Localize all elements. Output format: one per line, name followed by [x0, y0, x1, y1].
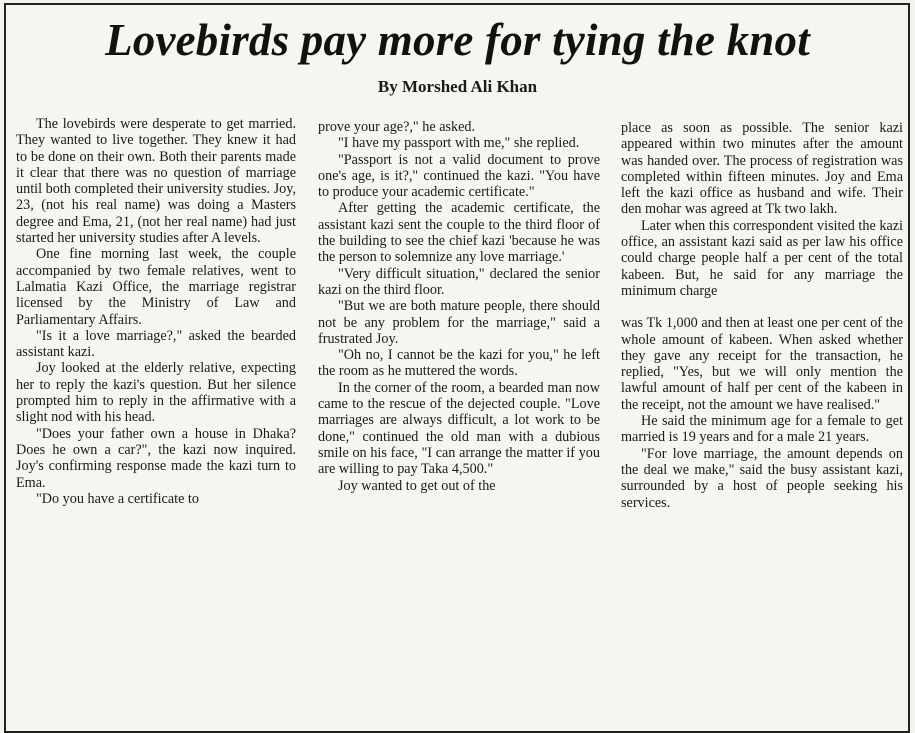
paragraph: He said the minimum age for a female to get married is 19 years and for a male 21 years. [621, 413, 903, 446]
paragraph: "Oh no, I cannot be the kazi for you," he left the room as he muttered the words. [318, 347, 600, 380]
paragraph: "Is it a love marriage?," asked the bearded assistant kazi. [16, 327, 296, 361]
paragraph: Joy wanted to get out of the [338, 477, 496, 494]
paragraph: "For love marriage, the amount depends on the deal we make," said the busy assistant kazi, surrounded by a host of people seeking his services. [621, 445, 903, 511]
article-column-2 [318, 119, 600, 730]
paragraph: place as soon as possible. The senior kazi appeared within two minutes after the amount was handed over. The process of registration was completed within fifteen minutes. Joy and Ema left the kazi office as husband and wife. Their den mohar was agreed at Tk two lakh. [621, 120, 903, 218]
paragraph: "But we are both mature people, there should not be any problem for the marriage," said a frustrated Joy. [318, 298, 600, 347]
article-column-3 [621, 120, 903, 731]
paragraph: "Do you have a certificate to [36, 490, 199, 507]
paragraph: "Does your father own a house in Dhaka? Does he own a car?", the kazi now inquired. Joy's confirming response made the kazi turn to Ema. [16, 425, 296, 491]
paragraph: "Very difficult situation," declared the senior kazi on the third floor. [318, 265, 600, 298]
paragraph: Joy looked at the elderly relative, expecting her to reply the kazi's question. But her silence prompted him to reply in the affirmative with a slight nod with his head. [16, 360, 296, 426]
paragraph: "Passport is not a valid document to prove one's age, is it?," continued the kazi. "You have to produce your academic certificate." [318, 151, 600, 201]
paragraph: After getting the academic certificate, the assistant kazi sent the couple to the third floor of the building to see the chief kazi 'because he was the person to solemnize any love marriage.' [318, 200, 600, 266]
paragraph: Later when this correspondent visited the kazi office, an assistant kazi said as per law his office could charge people half a per cent of the total kabeen. But, he said for any marriage the minimum charge [621, 217, 903, 299]
paragraph: prove your age?," he asked. [318, 119, 476, 135]
paragraph: In the corner of the room, a bearded man now came to the rescue of the dejected couple. "Love marriages are always difficult, a lot work to be done," continued the old man with a dubious smile on his face, "I can arrange the matter if you are willing to pay Taka 4,500." [318, 379, 600, 478]
paragraph: The lovebirds were desperate to get married. They wanted to live together. They knew it had to be done on their own. Both their parents made it clear that there was no question of marriage until both completed their university studies. Joy, 23, (not his real name) was doing a Masters degree and Ema, 21, (not her real name) had just started her university studies after A levels. [16, 116, 296, 247]
paragraph: "I have my passport with me," she replied. [338, 135, 580, 152]
byline: By Morshed Ali Khan [377, 77, 538, 96]
paragraph: One fine morning last week, the couple accompanied by two female relatives, went to Lalmatia Kazi Office, the marriage registrar licensed by the Ministry of Law and Parliamentary Affairs. [16, 246, 296, 328]
column-gap [621, 299, 903, 315]
paragraph: was Tk 1,000 and then at least one per cent of the whole amount of kabeen. When asked whether they gave any receipt for the transaction, he replied, "Yes, but we will only mention the lawful amount of half per cent of the kabeen in the receipt, not the amount we have realised." [621, 315, 903, 413]
article-column-1 [16, 116, 296, 727]
headline: Lovebirds pay more for tying the knot [105, 15, 810, 65]
